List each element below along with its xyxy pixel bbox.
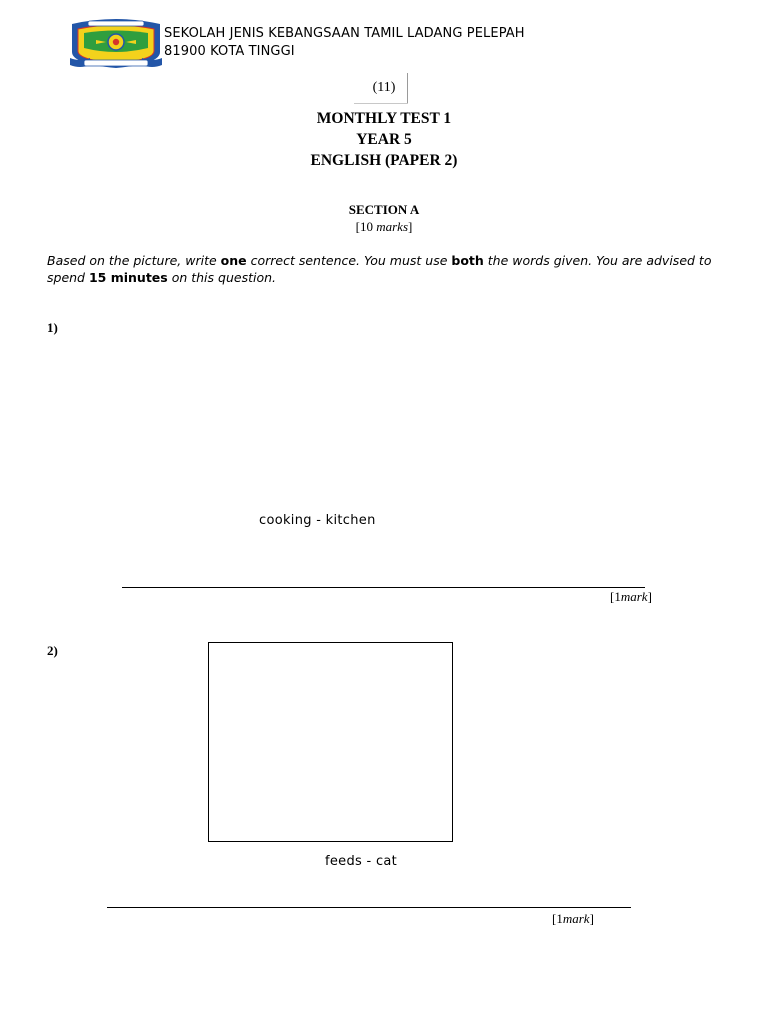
question-1-number: 1) — [47, 320, 58, 335]
school-crest-logo — [70, 18, 162, 70]
school-address: 81900 KOTA TINGGI — [164, 44, 295, 59]
school-name: SEKOLAH JENIS KEBANGSAAN TAMIL LADANG PELEPAH — [164, 26, 525, 41]
year-title: YEAR 5 — [356, 131, 412, 148]
question-2-words: feeds - cat — [325, 854, 398, 869]
question-2-number: 2) — [47, 643, 58, 658]
section-title: SECTION A — [348, 202, 420, 217]
question-1-mark: [1mark] — [610, 589, 652, 604]
page-number-underline — [354, 103, 408, 104]
question-2-picture-frame — [208, 642, 453, 842]
question-2-mark: [1mark] — [552, 911, 594, 926]
question-1-words: cooking - kitchen — [259, 513, 376, 528]
instructions: Based on the picture, write one correct sentence. You must use both the words given. You are advised to spend 15 minutes on this question. — [47, 253, 712, 285]
question-2-answer-line[interactable] — [107, 907, 631, 908]
question-1-answer-line[interactable] — [122, 587, 645, 588]
page-number-divider — [407, 73, 408, 103]
test-title: MONTHLY TEST 1 — [316, 110, 452, 127]
page-number: (11) — [372, 80, 396, 95]
section-marks: [10 marks] — [355, 219, 413, 234]
paper-title: ENGLISH (PAPER 2) — [310, 152, 458, 169]
